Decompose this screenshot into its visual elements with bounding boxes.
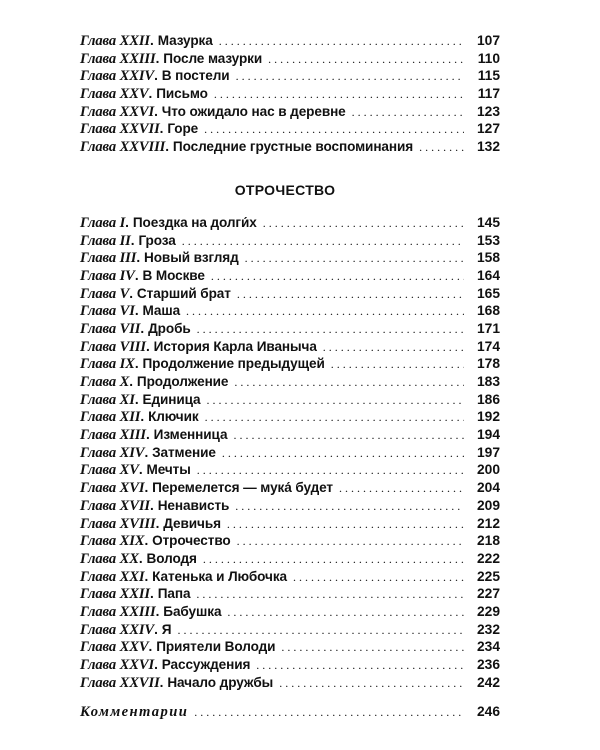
toc-entry-title-group	[80, 532, 231, 551]
toc-entry-separator: .	[165, 139, 169, 155]
toc-entry[interactable]	[80, 479, 500, 497]
toc-entry[interactable]	[80, 67, 500, 85]
toc-entry[interactable]	[80, 515, 500, 533]
toc-entry-label: Глава III	[80, 250, 137, 267]
toc-entry-page-number: 186	[476, 391, 500, 407]
dot-leader	[245, 250, 464, 268]
toc-entry[interactable]	[80, 391, 500, 409]
table-of-contents-page	[80, 32, 500, 721]
toc-entry-label: Глава XXI	[80, 568, 145, 585]
toc-entry-page-number: 174	[476, 338, 500, 354]
dot-leader	[293, 569, 464, 587]
dot-leader	[352, 104, 464, 122]
toc-entry-title-group	[80, 373, 228, 392]
dot-leader	[227, 604, 464, 622]
toc-entry-label: Глава XXVII	[80, 121, 160, 138]
toc-entry-title: В Москве	[142, 267, 205, 283]
dot-leader	[237, 533, 464, 551]
toc-entry-title-group	[80, 656, 250, 675]
toc-entry[interactable]	[80, 85, 500, 103]
toc-entry-title-group	[80, 138, 413, 157]
toc-entry-separator: .	[144, 568, 149, 584]
toc-entry-separator: .	[134, 356, 139, 372]
toc-entry-label: Глава XX	[80, 550, 139, 567]
toc-entry[interactable]	[80, 267, 500, 285]
toc-entry-label: Глава II	[80, 232, 131, 249]
toc-entry-title-group	[80, 85, 208, 104]
dot-leader	[237, 286, 464, 304]
toc-entry-label: Глава XXVII	[80, 674, 160, 691]
toc-entry-label: Глава XVI	[80, 480, 145, 497]
toc-entry-title-group	[80, 267, 205, 286]
toc-entry-page-number: 197	[476, 444, 500, 460]
toc-entry[interactable]	[80, 320, 500, 338]
toc-entry[interactable]	[80, 603, 500, 621]
toc-entry-page-number: 192	[476, 409, 500, 425]
toc-entry-title: В постели	[161, 68, 230, 84]
toc-entry-separator: .	[130, 232, 135, 248]
toc-entry-page-number: 110	[477, 50, 500, 66]
toc-entry-separator: .	[129, 285, 133, 301]
toc-entry-label: Глава XXIV	[80, 621, 155, 638]
toc-entry-title: Новый взгляд	[144, 250, 239, 266]
toc-entry-title: Папа	[157, 586, 191, 602]
toc-entry-title: Девичья	[163, 515, 221, 531]
toc-entry-title: Старший брат	[136, 285, 231, 301]
toc-entry-label: Глава XXIII	[80, 50, 156, 67]
toc-entry-separator: .	[150, 33, 154, 48]
toc-entry-title-group	[80, 638, 275, 657]
toc-entry-separator: .	[144, 533, 149, 549]
toc-entry-title-group	[80, 568, 287, 587]
toc-entry-title: Письмо	[156, 86, 208, 102]
toc-entry-title-group	[80, 249, 239, 268]
toc-entry-label: Комментарии	[80, 704, 189, 721]
dot-leader	[279, 675, 464, 693]
dot-leader	[263, 215, 464, 233]
dot-leader	[234, 374, 464, 392]
dot-leader	[281, 639, 464, 657]
dot-leader	[204, 121, 464, 139]
toc-entry-separator: .	[154, 103, 158, 119]
toc-entry[interactable]	[80, 408, 500, 426]
toc-entry-page-number: 246	[476, 704, 500, 720]
toc-entry-comments[interactable]	[80, 703, 500, 721]
toc-entry[interactable]	[80, 621, 500, 639]
toc-entry[interactable]	[80, 426, 500, 444]
toc-entry-title-group	[80, 479, 333, 498]
toc-entry-title-group	[80, 67, 230, 86]
toc-entry-page-number: 204	[476, 480, 500, 496]
dot-leader	[323, 339, 464, 357]
toc-entry-title-group	[80, 103, 346, 122]
toc-entry-separator: .	[144, 444, 149, 460]
toc-entry-title-group	[80, 320, 191, 339]
toc-entry[interactable]	[80, 568, 500, 586]
toc-entry-label: Глава XXII	[80, 586, 151, 603]
toc-entry-title: Я	[161, 621, 172, 637]
toc-entry-title: Бабушка	[163, 603, 222, 619]
toc-entry[interactable]	[80, 338, 500, 356]
toc-entry[interactable]	[80, 302, 500, 320]
toc-entry-title: Дробь	[148, 320, 191, 336]
toc-entry-label: Глава XV	[80, 462, 139, 479]
toc-entry-page-number: 107	[476, 33, 500, 48]
toc-entry-title: Продолжение предыдущей	[142, 356, 325, 372]
toc-entry-label: Глава XXII	[80, 33, 151, 49]
toc-entry-page-number: 212	[476, 515, 500, 531]
toc-entry-label: Глава XVII	[80, 497, 151, 514]
toc-entry-title: Рассуждения	[161, 657, 251, 672]
toc-entry-title-group	[80, 32, 213, 51]
toc-entry-title-group	[80, 515, 221, 534]
toc-entry-separator: .	[154, 68, 158, 84]
toc-entry-separator: .	[155, 50, 160, 66]
toc-entry[interactable]	[80, 550, 500, 568]
toc-entry-label: Глава I	[80, 214, 126, 231]
toc-entry-title: Мазурка	[157, 33, 213, 48]
toc-entry-title: Изменница	[153, 427, 228, 443]
toc-entry[interactable]	[80, 674, 500, 692]
toc-entry-separator: .	[159, 121, 164, 137]
toc-entry-page-number: 158	[476, 250, 500, 266]
toc-entry-page-number: 178	[476, 356, 500, 372]
toc-entry-page-number: 115	[477, 68, 500, 84]
dot-leader	[203, 551, 464, 569]
toc-entry[interactable]	[80, 656, 500, 674]
toc-entry-label: Глава VIII	[80, 338, 146, 355]
toc-entry-label: Глава VII	[80, 320, 141, 337]
toc-entry-separator: .	[159, 674, 164, 690]
toc-entry-page-number: 171	[476, 320, 500, 336]
toc-entry-title-group	[80, 391, 201, 410]
toc-entry-title: Володя	[146, 550, 197, 566]
toc-entry-title-group	[80, 497, 229, 516]
toc-entry[interactable]	[80, 138, 500, 156]
toc-entry-label: Глава XXV	[80, 86, 149, 103]
toc-entry-label: Глава X	[80, 374, 130, 390]
dot-leader	[177, 622, 464, 640]
toc-entry[interactable]	[80, 50, 500, 68]
toc-entry-page-number: 229	[476, 603, 500, 619]
toc-entry-page-number: 200	[476, 462, 500, 478]
toc-entry[interactable]	[80, 638, 500, 656]
toc-entry-title-group	[80, 214, 257, 233]
toc-entry-title-group	[80, 621, 171, 640]
toc-entry-separator: .	[140, 320, 145, 336]
toc-entry-separator: .	[136, 250, 141, 266]
toc-entry[interactable]	[80, 32, 500, 50]
toc-entry-separator: .	[155, 515, 160, 531]
toc-entry-label: Глава XII	[80, 409, 141, 426]
toc-entry[interactable]	[80, 373, 500, 391]
toc-entry-label: Глава XXIII	[80, 603, 156, 620]
toc-entry-separator: .	[145, 338, 150, 354]
toc-entry[interactable]	[80, 461, 500, 479]
toc-entry-title: Маша	[142, 303, 181, 319]
toc-entry-page-number: 222	[476, 550, 500, 566]
dot-leader	[331, 356, 464, 374]
toc-entry-label: Глава XIV	[80, 444, 145, 461]
dot-leader	[182, 233, 464, 251]
toc-entry-page-number: 183	[476, 374, 500, 389]
toc-entry-page-number: 127	[476, 121, 500, 137]
toc-entry-label: Глава XIX	[80, 533, 145, 550]
toc-entry-title-group	[80, 285, 231, 304]
toc-entry[interactable]	[80, 214, 500, 232]
toc-entry-page-number: 145	[476, 214, 500, 230]
dot-leader	[339, 480, 464, 498]
toc-entry-title: Начало дружбы	[167, 674, 274, 690]
toc-entry-title: Горе	[167, 121, 199, 137]
toc-entry-page-number: 234	[476, 639, 500, 655]
toc-entry-title: Катенька и Любочка	[152, 568, 287, 584]
toc-entry-separator: .	[140, 409, 145, 425]
toc-entry-separator: .	[138, 550, 143, 566]
toc-entry-title: История Карла Иваныча	[153, 338, 317, 354]
toc-entry-title: Гроза	[138, 232, 176, 248]
toc-entry-page-number: 225	[476, 568, 500, 584]
toc-entry-title-group	[80, 120, 198, 139]
dot-leader	[207, 392, 464, 410]
toc-entry-label: Глава XVIII	[80, 515, 156, 532]
toc-entry-title: Что ожидало нас в деревне	[161, 103, 346, 119]
toc-entry-page-number: 227	[476, 586, 500, 602]
toc-entry-label: Глава XIII	[80, 427, 146, 444]
dot-leader	[186, 303, 464, 321]
toc-list-previous-part	[80, 32, 500, 156]
dot-leader	[235, 498, 464, 516]
toc-entry-label: Глава V	[80, 285, 130, 302]
toc-entry-label: Глава XXV	[80, 639, 149, 656]
toc-entry-page-number: 168	[476, 303, 500, 319]
dot-leader	[214, 86, 464, 104]
toc-entry-title: После мазурки	[163, 50, 263, 66]
toc-entry-title-group	[80, 674, 273, 693]
toc-entry-title-group	[80, 585, 190, 604]
toc-entry-separator: .	[155, 603, 160, 619]
dot-leader	[196, 586, 464, 604]
toc-entry[interactable]	[80, 585, 500, 603]
toc-entry[interactable]	[80, 444, 500, 462]
dot-leader	[219, 33, 464, 51]
toc-entry-page-number: 123	[476, 103, 500, 119]
toc-entry-title: Затмение	[152, 444, 216, 460]
toc-entry-separator: .	[134, 391, 139, 407]
toc-entry-label: Глава IV	[80, 267, 135, 284]
toc-entry-title: Отрочество	[152, 533, 231, 549]
toc-entry-title: Ненависть	[157, 497, 230, 513]
toc-entry[interactable]	[80, 532, 500, 550]
toc-entry[interactable]	[80, 285, 500, 303]
toc-entry-separator: .	[134, 303, 139, 319]
dot-leader	[268, 51, 464, 69]
toc-entry-title-group	[80, 232, 176, 251]
toc-entry-separator: .	[154, 621, 158, 637]
toc-entry-page-number: 218	[476, 533, 500, 549]
toc-entry-separator: .	[144, 480, 149, 496]
dot-leader	[236, 68, 464, 86]
toc-entry-title-group	[80, 603, 221, 622]
toc-entry-page-number: 242	[476, 674, 500, 690]
dot-leader	[197, 321, 464, 339]
toc-entry-title: Поездка на долги́х	[132, 214, 257, 230]
toc-entry[interactable]	[80, 249, 500, 267]
toc-entry-separator: .	[145, 427, 150, 443]
toc-entry-separator: .	[129, 374, 133, 389]
dot-leader	[222, 445, 464, 463]
dot-leader	[233, 427, 464, 445]
toc-entry-separator: .	[148, 639, 153, 655]
toc-entry-label: Глава IX	[80, 356, 135, 373]
dot-leader	[419, 139, 464, 157]
toc-entry-title-group	[80, 408, 199, 427]
toc-entry-separator: .	[150, 497, 154, 513]
toc-entry-title: Ключик	[148, 409, 199, 425]
toc-entry-page-number: 165	[476, 285, 500, 301]
toc-entry-title-group	[80, 550, 197, 569]
toc-entry-title-group	[80, 355, 325, 374]
toc-entry-title-group	[80, 426, 227, 445]
dot-leader	[205, 409, 464, 427]
toc-entry-label: Глава XXVI	[80, 657, 155, 673]
toc-entry-label: Глава XXIV	[80, 68, 155, 85]
toc-entry-separator: .	[148, 86, 153, 102]
toc-entry-title-group	[80, 444, 216, 463]
toc-entry-title-group	[80, 461, 191, 480]
toc-entry[interactable]	[80, 497, 500, 515]
toc-entry-separator: .	[154, 657, 158, 672]
section-heading: ОТРОЧЕСТВО	[234, 181, 336, 198]
toc-entry-title: Мечты	[146, 462, 191, 478]
toc-entry-title: Продолжение	[136, 374, 229, 389]
toc-entry[interactable]	[80, 120, 500, 138]
toc-entry-separator: .	[134, 267, 139, 283]
toc-entry-title: Перемелется — мука́ будет	[152, 480, 333, 496]
toc-entry-page-number: 117	[477, 86, 500, 102]
toc-list-otrochestvo	[80, 214, 500, 692]
toc-entry-separator: .	[150, 586, 154, 602]
dot-leader	[227, 516, 464, 534]
toc-entry-page-number: 153	[476, 232, 500, 248]
toc-entry-separator: .	[125, 214, 129, 230]
toc-entry-separator: .	[138, 462, 143, 478]
toc-entry-title: Приятели Володи	[156, 639, 276, 655]
toc-entry-page-number: 232	[476, 621, 500, 637]
toc-entry-title-group	[80, 338, 317, 357]
toc-entry-title: Последние грустные воспоминания	[172, 139, 414, 155]
toc-entry-page-number: 194	[476, 427, 500, 443]
toc-entry-page-number: 209	[476, 497, 500, 513]
toc-entry-page-number: 236	[476, 657, 500, 672]
toc-entry[interactable]	[80, 355, 500, 373]
dot-leader	[197, 462, 464, 480]
toc-entry-label: Глава VI	[80, 303, 135, 320]
toc-entry[interactable]	[80, 232, 500, 250]
toc-entry-title: Единица	[142, 391, 201, 407]
toc-entry-page-number: 164	[476, 267, 500, 283]
toc-entry-label: Глава XXVIII	[80, 139, 166, 156]
dot-leader	[211, 268, 464, 286]
toc-entry-label: Глава XI	[80, 391, 135, 408]
dot-leader	[194, 704, 464, 722]
toc-entry-page-number: 132	[476, 139, 500, 155]
toc-entry-title-group	[80, 50, 262, 69]
toc-entry-title-group	[80, 302, 180, 321]
dot-leader	[256, 657, 464, 675]
toc-entry[interactable]	[80, 103, 500, 121]
toc-entry-label: Глава XXVI	[80, 103, 155, 120]
